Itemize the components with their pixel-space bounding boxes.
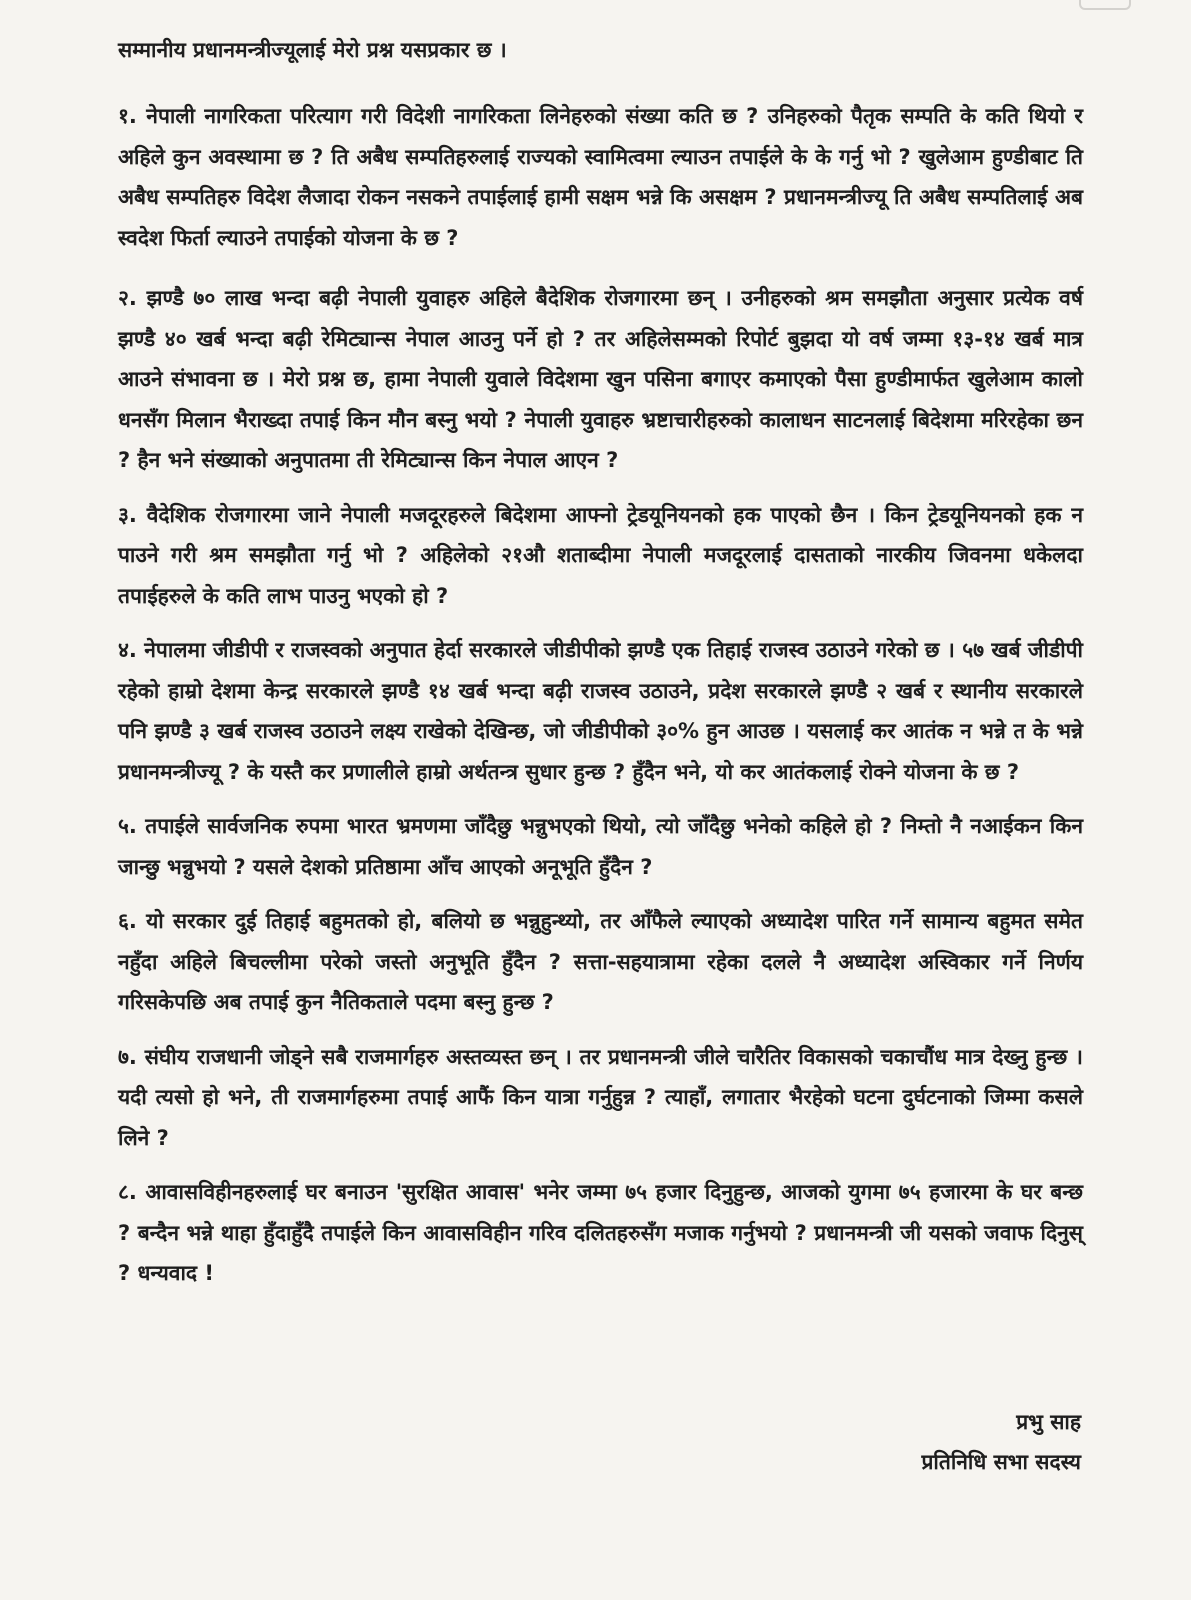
corner-mark [1079, 0, 1131, 10]
question-7: ७. संघीय राजधानी जोड्ने सबै राजमार्गहरु अस्तव्यस्त छन् । तर प्रधानमन्त्री जीले चारैतिर विकासको चकाचौंध मात्र देख्नु हुन्छ । यदी त्यसो हो भने, ती राजमार्गहरुमा तपाई आफैं किन यात्रा गर्नुहुन्न ? त्याहाँ, लगातार भैरहेको घटना दुर्घटनाको जिम्मा कसले लिने ? [118, 1044, 1083, 1150]
salutation: सम्मानीय प्रधानमन्त्रीज्यूलाई मेरो प्रश्न यसप्रकार छ । [118, 38, 507, 62]
signature-block [921, 1402, 1081, 1482]
signature-name: प्रभु साह [1016, 1410, 1081, 1434]
letter-body [118, 30, 1083, 1308]
question-8: ८. आवासविहीनहरुलाई घर बनाउन 'सुरक्षित आवास' भनेर जम्मा ७५ हजार दिनुहुन्छ, आजको युगमा ७५ हजारमा के घर बन्छ ? बन्दैन भन्ने थाहा हुँदाहुँदै तपाईले किन आवासविहीन गरिव दलितहरुसँग मजाक गर्नुभयो ? प्रधानमन्त्री जी यसको जवाफ दिनुस् ? धन्यवाद ! [118, 1180, 1083, 1285]
question-3: ३. वैदेशिक रोजगारमा जाने नेपाली मजदूरहरुले बिदेशमा आफ्नो ट्रेडयूनियनको हक पाएको छैन । किन ट्रेडयूनियनको हक न पाउने गरी श्रम समझौता गर्नु भो ? अहिलेको २१औ शताब्दीमा नेपाली मजदूरलाई दासताको नारकीय जिवनमा धकेलदा तपाईहरुले के कति लाभ पाउनु भएको हो ? [118, 502, 1083, 608]
question-4: ४. नेपालमा जीडीपी र राजस्वको अनुपात हेर्दा सरकारले जीडीपीको झण्डै एक तिहाई राजस्व उठाउने गरेको छ । ५७ खर्ब जीडीपी रहेको हाम्रो देशमा केन्द्र सरकारले झण्डै १४ खर्ब भन्दा बढ़ी राजस्व उठाउने, प्रदेश सरकारले झण्डै २ खर्ब र स्थानीय सरकारले पनि झण्डै ३ खर्ब राजस्व उठाउने लक्ष्य राखेको देखिन्छ, जो जीडीपीको ३०% हुन आउछ । यसलाई कर आतंक न भन्ने त के भन्ने प्रधानमन्त्रीज्यू ? के यस्तै कर प्रणालीले हाम्रो अर्थतन्त्र सुधार हुन्छ ? हुँदैन भने, यो कर आतंकलाई रोक्ने योजना के छ ? [118, 638, 1083, 784]
question-1: १. नेपाली नागरिकता परित्याग गरी विदेशी नागरिकता लिनेहरुको संख्या कति छ ? उनिहरुको पैतृक सम्पति के कति थियो र अहिले कुन अवस्थामा छ ? ति अबैध सम्पतिहरुलाई राज्यको स्वामित्वमा ल्याउन तपाईले के के गर्नु भो ? खुलेआम हुण्डीबाट ति अबैध सम्पतिहरु विदेश लैजादा रोकन नसकने तपाईलाई हामी सक्षम भन्ने कि असक्षम ? प्रधानमन्त्रीज्यू ति अबैध सम्पतिलाई अब स्वदेश फिर्ता ल्याउने तपाईको योजना के छ ? [118, 104, 1083, 250]
question-5: ५. तपाईले सार्वजनिक रुपमा भारत भ्रमणमा जाँदैछु भन्नुभएको थियो, त्यो जाँदैछु भनेको कहिले हो ? निम्तो नै नआईकन किन जान्छु भन्नुभयो ? यसले देशको प्रतिष्ठामा आँच आएको अनूभूति हुँदैन ? [118, 814, 1083, 879]
signature-title: प्रतिनिधि सभा सदस्य [921, 1450, 1081, 1474]
question-2: २. झण्डै ७० लाख भन्दा बढ़ी नेपाली युवाहरु अहिले बैदेशिक रोजगारमा छन् । उनीहरुको श्रम समझौता अनुसार प्रत्येक वर्ष झण्डै ४० खर्ब भन्दा बढ़ी रेमिट्यान्स नेपाल आउनु पर्ने हो ? तर अहिलेसम्मको रिपोर्ट बुझदा यो वर्ष जम्मा १३-१४ खर्ब मात्र आउने संभावना छ । मेरो प्रश्न छ, हामा नेपाली युवाले विदेशमा खुन पसिना बगाएर कमाएको पैसा हुण्डीमार्फत खुलेआम कालो धनसँग मिलान भैराख्दा तपाई किन मौन बस्नु भयो ? नेपाली युवाहरु भ्रष्टाचारीहरुको कालाधन साटनलाई बिदेशमा मरिरहेका छन ? हैन भने संख्याको अनुपातमा ती रेमिट्यान्स किन नेपाल आएन ? [118, 286, 1083, 472]
question-6: ६. यो सरकार दुई तिहाई बहुमतको हो, बलियो छ भन्नुहुन्थ्यो, तर आँफैले ल्याएको अध्यादेश पारित गर्ने सामान्य बहुमत समेत नहुँदा अहिले बिचल्लीमा परेको जस्तो अनुभूति हुँदैन ? सत्ता-सहयात्रामा रहेका दलले नै अध्यादेश अस्विकार गर्ने निर्णय गरिसकेपछि अब तपाई कुन नैतिकताले पदमा बस्नु हुन्छ ? [118, 909, 1083, 1014]
